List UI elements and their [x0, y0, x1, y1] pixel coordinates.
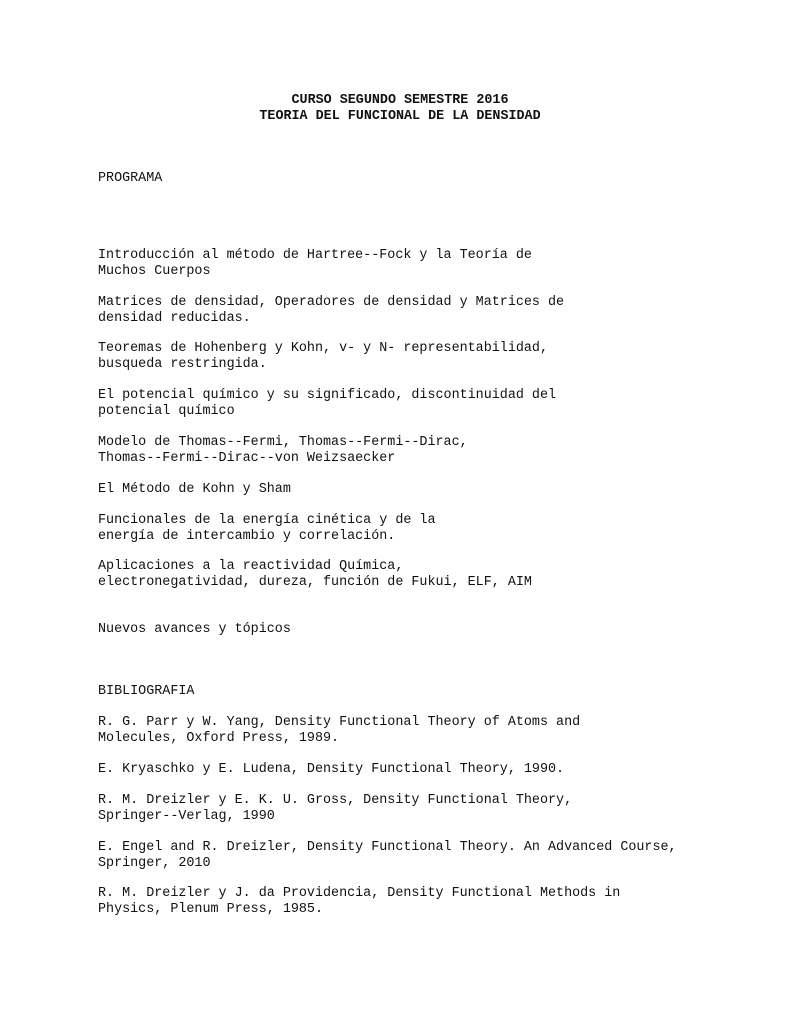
programa-item-2-line-1: Matrices de densidad, Operadores de densidad y Matrices de — [98, 295, 565, 310]
programa-item-7-line-2: energía de intercambio y correlación. — [98, 529, 396, 544]
bibliografia-item-1-line-1: R. G. Parr y W. Yang, Density Functional Theory of Atoms and — [98, 715, 581, 730]
programa-item-8-line-2: electronegatividad, dureza, función de Fukui, ELF, AIM — [98, 575, 532, 590]
bibliografia-item-1-line-2: Molecules, Oxford Press, 1989. — [98, 731, 340, 746]
programa-item-2-line-2: densidad reducidas. — [98, 311, 251, 326]
bibliografia-item-4-line-1: E. Engel and R. Dreizler, Density Functional Theory. An Advanced Course, — [98, 840, 677, 855]
bibliografia-item-5-line-2: Physics, Plenum Press, 1985. — [98, 902, 323, 917]
bibliografia-item-5-line-1: R. M. Dreizler y J. da Providencia, Density Functional Methods in — [98, 886, 621, 901]
programa-item-6-line-1: El Método de Kohn y Sham — [98, 482, 291, 497]
bibliografia-item-2-line-1: E. Kryaschko y E. Ludena, Density Functional Theory, 1990. — [98, 762, 565, 777]
course-subtitle: TEORIA DEL FUNCIONAL DE LA DENSIDAD — [259, 109, 541, 124]
programa-item-5-line-1: Modelo de Thomas--Fermi, Thomas--Fermi--Dirac, — [98, 435, 468, 450]
programa-item-7-line-1: Funcionales de la energía cinética y de la — [98, 513, 436, 528]
programa-item-1-line-1: Introducción al método de Hartree--Fock y la Teoría de — [98, 248, 532, 263]
bibliografia-item-4-line-2: Springer, 2010 — [98, 856, 211, 871]
bibliografia-heading: BIBLIOGRAFIA — [98, 684, 195, 699]
programa-item-5-line-2: Thomas--Fermi--Dirac--von Weizsaecker — [98, 451, 396, 466]
bibliografia-item-3-line-2: Springer--Verlag, 1990 — [98, 809, 275, 824]
programa-item-4-line-1: El potencial químico y su significado, discontinuidad del — [98, 388, 557, 403]
programa-item-4-line-2: potencial químico — [98, 404, 235, 419]
programa-heading: PROGRAMA — [98, 171, 163, 186]
course-title: CURSO SEGUNDO SEMESTRE 2016 — [291, 93, 509, 108]
bibliografia-item-3-line-1: R. M. Dreizler y E. K. U. Gross, Density Functional Theory, — [98, 793, 573, 808]
programa-item-9-line-1: Nuevos avances y tópicos — [98, 622, 291, 637]
programa-item-1-line-2: Muchos Cuerpos — [98, 264, 211, 279]
programa-item-3-line-2: busqueda restringida. — [98, 357, 267, 372]
programa-item-8-line-1: Aplicaciones a la reactividad Química, — [98, 559, 404, 574]
programa-item-3-line-1: Teoremas de Hohenberg y Kohn, v- y N- representabilidad, — [98, 341, 548, 356]
